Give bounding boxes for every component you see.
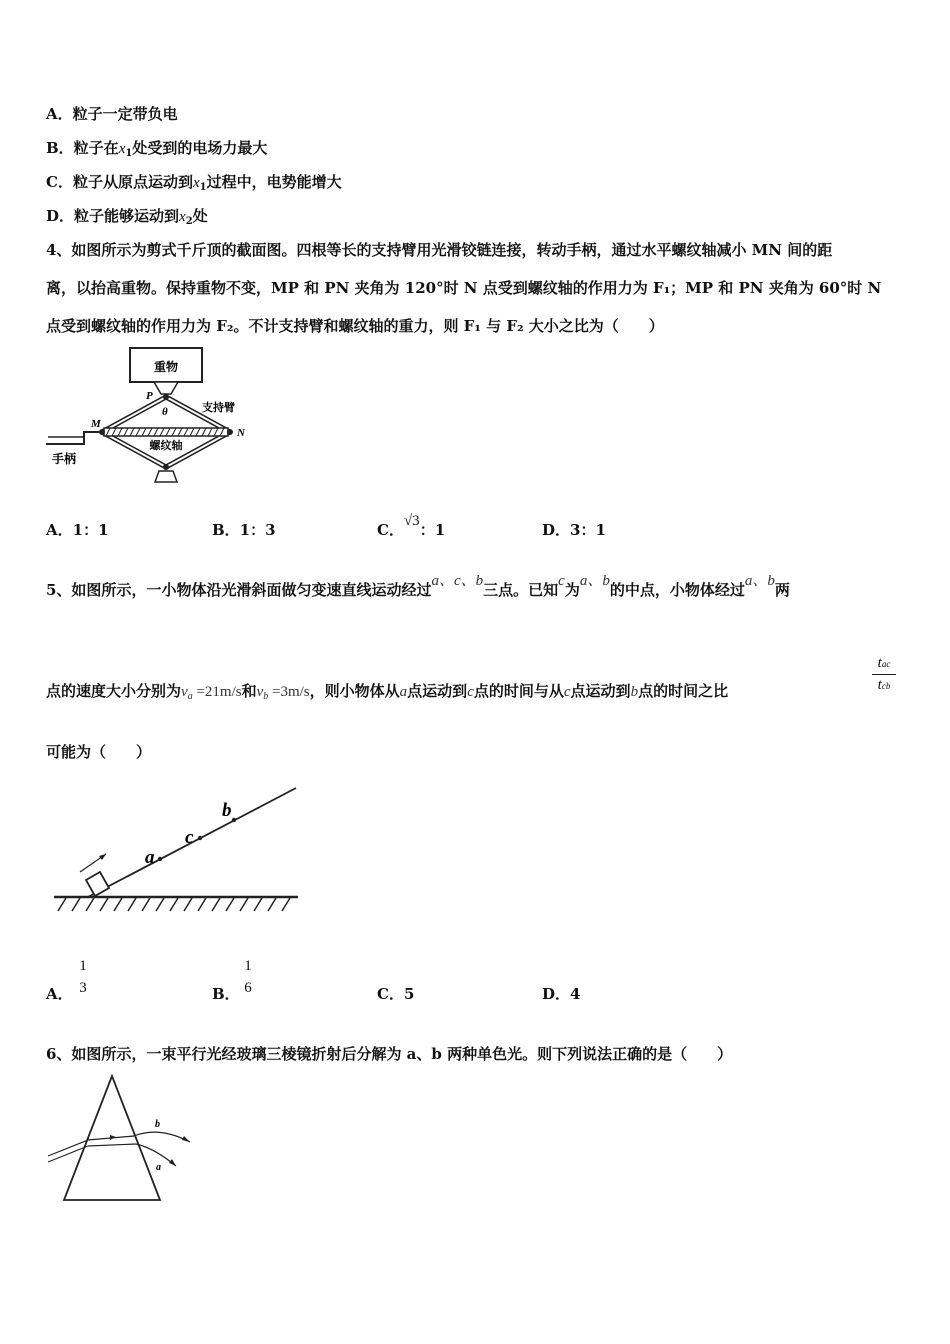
handle-label: 手柄 [52,452,77,466]
screw-axis [104,428,228,436]
label-n: N [237,427,245,439]
q5-incline-figure [48,780,304,915]
label-b: b [222,800,232,821]
label-p: P [146,390,153,402]
label-a: a [145,847,155,868]
q4-option-b: B．1：3 [212,521,276,539]
q5-option-d: D．4 [542,985,581,1003]
label-b: b [155,1119,160,1130]
q5-option-a: A． [46,985,73,1003]
q3-option-c: C．粒子从原点运动到$x_1$过程中，电势能增大 [46,173,342,193]
label-c: c [185,827,194,848]
label-m: M [91,418,101,430]
q4-text-line2: 离，以抬高重物。保持重物不变，MP 和 PN 夹角为 120°时 N 点受到螺纹轴的作用力为 F₁；MP 和 PN 夹角为 60°时 N [46,279,882,297]
q4-text-line3: 点受到螺纹轴的作用力为 F₂。不计支持臂和螺纹轴的重力，则 F₁ 与 F₂ 大小之比为（ ） [46,317,664,335]
q3-option-b: B．粒子在$x_1$处受到的电场力最大 [46,139,268,159]
q4-jack-figure [44,345,254,485]
q6-text-line1: 6、如图所示，一束平行光经玻璃三棱镜折射后分解为 a、b 两种单色光。则下列说法正确的是（ ） [46,1045,733,1063]
q4-option-c: C．√3：1 [377,513,446,539]
handle [46,432,102,444]
q5-time-ratio: tac tcb [872,655,896,694]
q5-text-line3: 可能为（ ） [46,743,152,761]
q5-text-line2: 点的速度大小分别为$v_a =21m/s$和$v_b =3m/s$，则小物体从a点运动到c点的时间与从c点运动到b点的时间之比 [46,682,729,702]
q4-text-line1: 4、如图所示为剪式千斤顶的截面图。四根等长的支持臂用光滑铰链连接，转动手柄，通过水平螺纹轴减小 MN 间的距 [46,241,833,259]
q3-option-d: D．粒子能够运动到$x_2$处 [46,207,208,227]
q4-option-a: A．1：1 [46,521,109,539]
q6-prism-figure [44,1074,204,1204]
label-a: a [156,1162,161,1173]
q5-option-c: C．5 [377,985,415,1003]
q5-option-b: B． [212,985,240,1003]
q5-option-a-fraction: 1 3 [76,958,90,997]
q3-option-a: A．粒子一定带负电 [46,105,178,123]
screw-label: 螺纹轴 [149,440,183,452]
weight-label: 重物 [153,360,179,374]
q5-text-line1: 5、如图所示，一小物体沿光滑斜面做匀变速直线运动经过a、c、b三点。已知c为a、b的中点，小物体经过a、b两 [46,573,790,599]
q4-option-d: D．3：1 [542,521,606,539]
arm-label: 支持臂 [202,402,235,414]
label-theta: θ [162,406,168,418]
q5-option-b-fraction: 1 6 [241,958,255,997]
